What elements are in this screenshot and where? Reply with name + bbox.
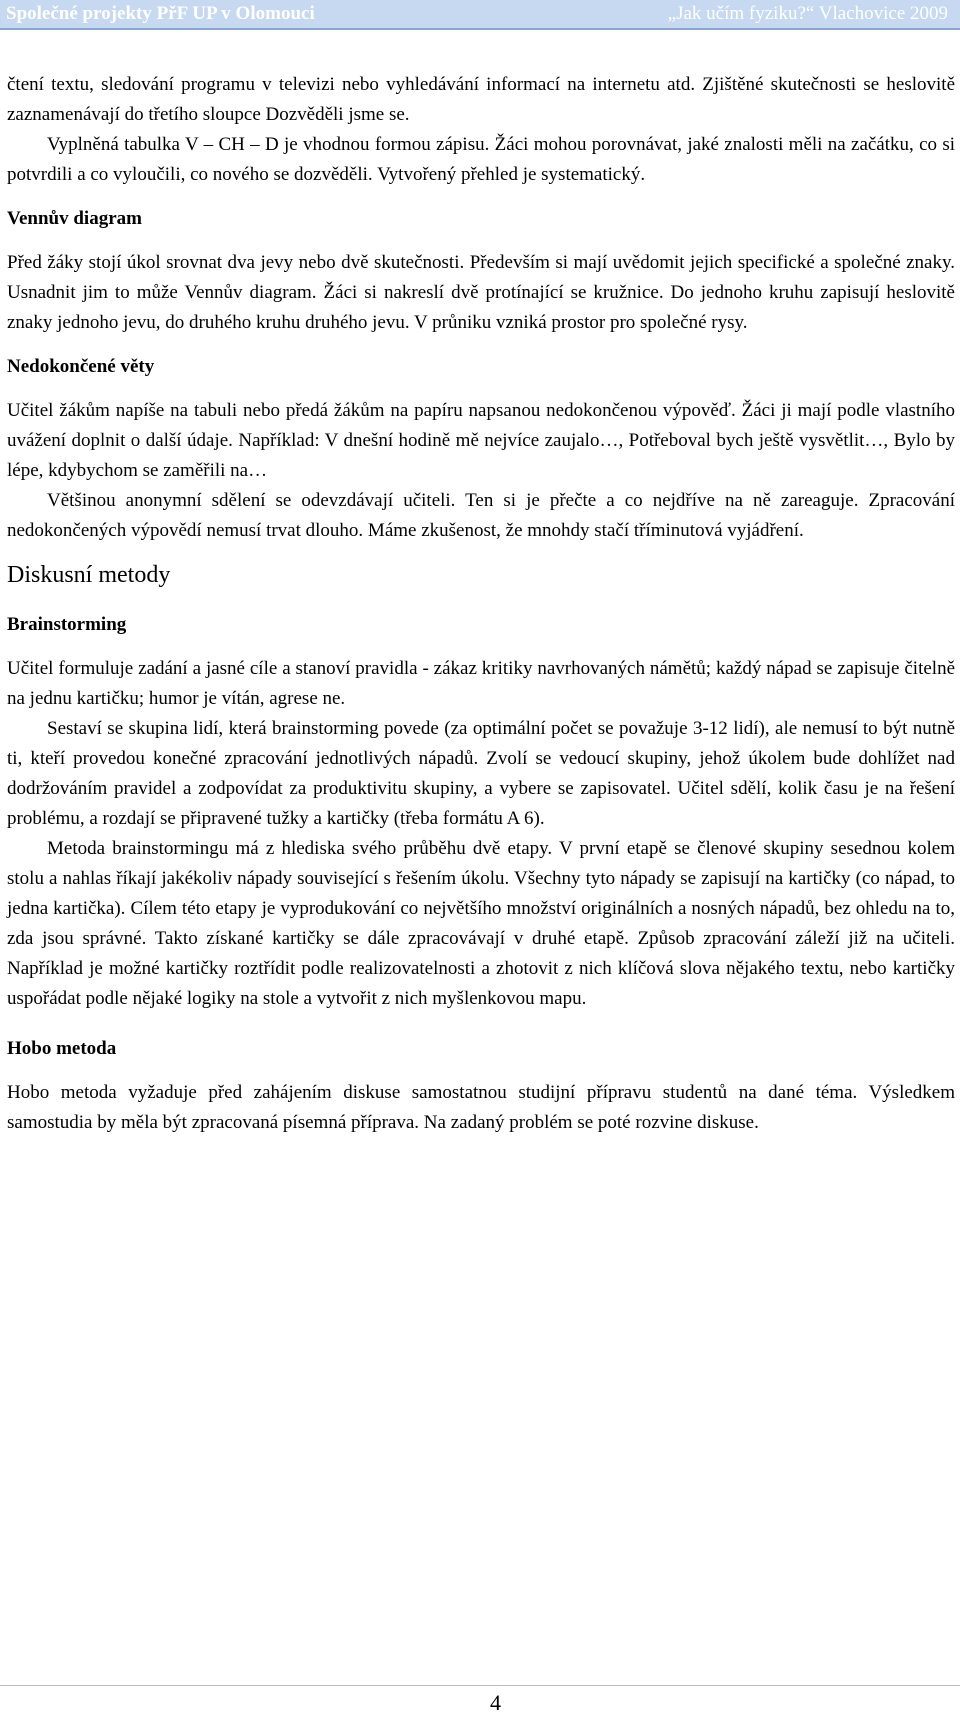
paragraph-hobo-1: Hobo metoda vyžaduje před zahájením diskuse samostatnou studijní přípravu studentů na dané téma. Výsledkem samostudia by měla být zpracovaná písemná příprava. Na zadaný problém se poté rozvine diskuse. [7, 1082, 955, 1133]
header-right-text: „Jak učím fyziku?“ Vlachovice 2009 [667, 3, 948, 24]
paragraph-brainstorming-2: Sestaví se skupina lidí, která brainstorming povede (za optimální počet se považuje 3-12 lidí), ale nemusí to být nutně ti, kteří provedou konečné zpracování jednotlivých nápadů. Zvolí se vedoucí skupiny, jehož úkolem bude dohlížet nad dodržováním pravidel a zodpovídat za produktivitu skupiny, a vybere se zapisovatel. Učitel sdělí, kolik času je na řešení problému, a rozdají se připravené tužky a kartičky (třeba formátu A 6). [7, 718, 955, 829]
heading-hobo: Hobo metoda [7, 1038, 117, 1059]
footer-divider [0, 1685, 960, 1686]
header-left-text: Společné projekty PřF UP v Olomouci [6, 3, 315, 24]
paragraph-nedokoncene-1: Učitel žákům napíše na tabuli nebo předá žákům na papíru napsanou nedokončenou výpověď. Žáci ji mají podle vlastního uvážení doplnit o další údaje. Například: V dnešní hodině mě nejvíce zaujalo…, Potřeboval bych ještě vysvětlit…, Bylo by lépe, kdybychom se zaměřili na… [7, 400, 955, 481]
page-header [0, 0, 960, 30]
page-number: 4 [490, 1690, 501, 1715]
heading-venn: Vennův diagram [7, 208, 142, 229]
paragraph-venn-1: Před žáky stojí úkol srovnat dva jevy nebo dvě skutečnosti. Především si mají uvědomit jejich specifické a společné znaky. Usnadnit jim to může Vennův diagram. Žáci si nakreslí dvě protínající se kružnice. Do jednoho kruhu zapisují heslovitě znaky jednoho jevu, do druhého kruhu druhého jevu. V průniku vzniká prostor pro společné rysy. [7, 252, 955, 333]
heading-nedokoncene: Nedokončené věty [7, 356, 155, 377]
paragraph-nedokoncene-2: Většinou anonymní sdělení se odevzdávají učiteli. Ten si je přečte a co nejdříve na ně zareaguje. Zpracování nedokončených výpovědí nemusí trvat dlouho. Máme zkušenost, že mnohdy stačí tříminutová vyjádření. [7, 490, 955, 541]
heading-diskusni: Diskusní metody [7, 562, 171, 588]
document-body [7, 70, 955, 1138]
paragraph-brainstorming-1: Učitel formuluje zadání a jasné cíle a stanoví pravidla - zákaz kritiky navrhovaných námětů; každý nápad se zapisuje čitelně na jednu kartičku; humor je vítán, agrese ne. [7, 658, 955, 709]
paragraph-brainstorming-3: Metoda brainstormingu má z hlediska svého průběhu dvě etapy. V první etapě se členové skupiny sesednou kolem stolu a nahlas říkají jakékoliv nápady související s řešením úkolu. Všechny tyto nápady se zapisují na kartičky (co nápad, to jedna kartička). Cílem této etapy je vyprodukování co největšího množství originálních a nosných nápadů, bez ohledu na to, zda jsou správné. Takto získané kartičky se dále zpracovávají v druhé etapě. Způsob zpracování záleží již na učiteli. Například je možné kartičky roztřídit podle realizovatelnosti a zhotovit z nich klíčová slova nějakého textu, nebo kartičky uspořádat podle nějaké logiky na stole a vytvořit z nich myšlenkovou mapu. [7, 838, 955, 1009]
paragraph-vchd-2: Vyplněná tabulka V – CH – D je vhodnou formou zápisu. Žáci mohou porovnávat, jaké znalosti měli na začátku, co si potvrdili a co vyloučili, co nového se dozvěděli. Vytvořený přehled je systematický. [7, 134, 955, 185]
heading-brainstorming: Brainstorming [7, 614, 127, 635]
paragraph-vchd-1: čtení textu, sledování programu v televizi nebo vyhledávání informací na internetu atd. Zjištěné skutečnosti se heslovitě zaznamenávají do třetího sloupce Dozvěděli jsme se. [7, 74, 955, 125]
